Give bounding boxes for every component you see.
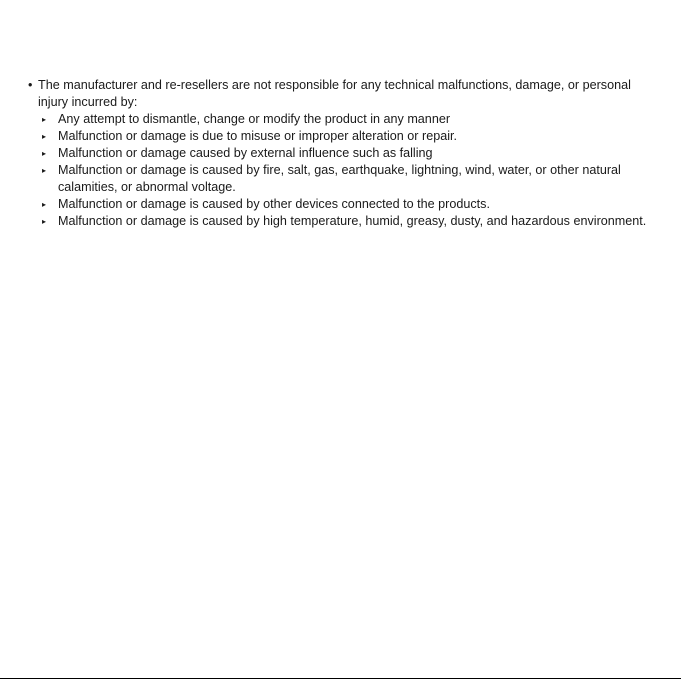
bottom-divider (0, 678, 681, 679)
list-item-text: Malfunction or damage caused by external influence such as falling (58, 146, 433, 160)
list-item (38, 111, 658, 128)
list-item (38, 213, 658, 230)
list-item-text: Malfunction or damage is caused by other devices connected to the products. (58, 197, 490, 211)
list-item-text: Malfunction or damage is caused by high temperature, humid, greasy, dusty, and hazardous environment. (58, 214, 647, 228)
triangle-bullet-icon: ▸ (42, 200, 47, 209)
triangle-bullet-icon: ▸ (42, 149, 47, 158)
list-item (38, 162, 658, 196)
bullet-icon: • (28, 78, 33, 92)
list-item-text: Any attempt to dismantle, change or modify the product in any manner (58, 112, 451, 126)
triangle-bullet-icon: ▸ (42, 217, 47, 226)
list-item (38, 145, 658, 162)
liability-intro-text: The manufacturer and re-resellers are not responsible for any technical malfunctions, damage, or personal injury incurred by: (38, 78, 631, 109)
list-item-text: Malfunction or damage is due to misuse or improper alteration or repair. (58, 129, 457, 143)
liability-sub-list (38, 111, 658, 230)
triangle-bullet-icon: ▸ (42, 132, 47, 141)
main-bullet-item (28, 77, 658, 111)
list-item (38, 128, 658, 145)
triangle-bullet-icon: ▸ (42, 166, 47, 175)
list-item-text: Malfunction or damage is caused by fire, salt, gas, earthquake, lightning, wind, water, or other natural calamities, or abnormal voltage. (58, 163, 621, 194)
liability-notice (28, 77, 658, 230)
list-item (38, 196, 658, 213)
triangle-bullet-icon: ▸ (42, 115, 47, 124)
